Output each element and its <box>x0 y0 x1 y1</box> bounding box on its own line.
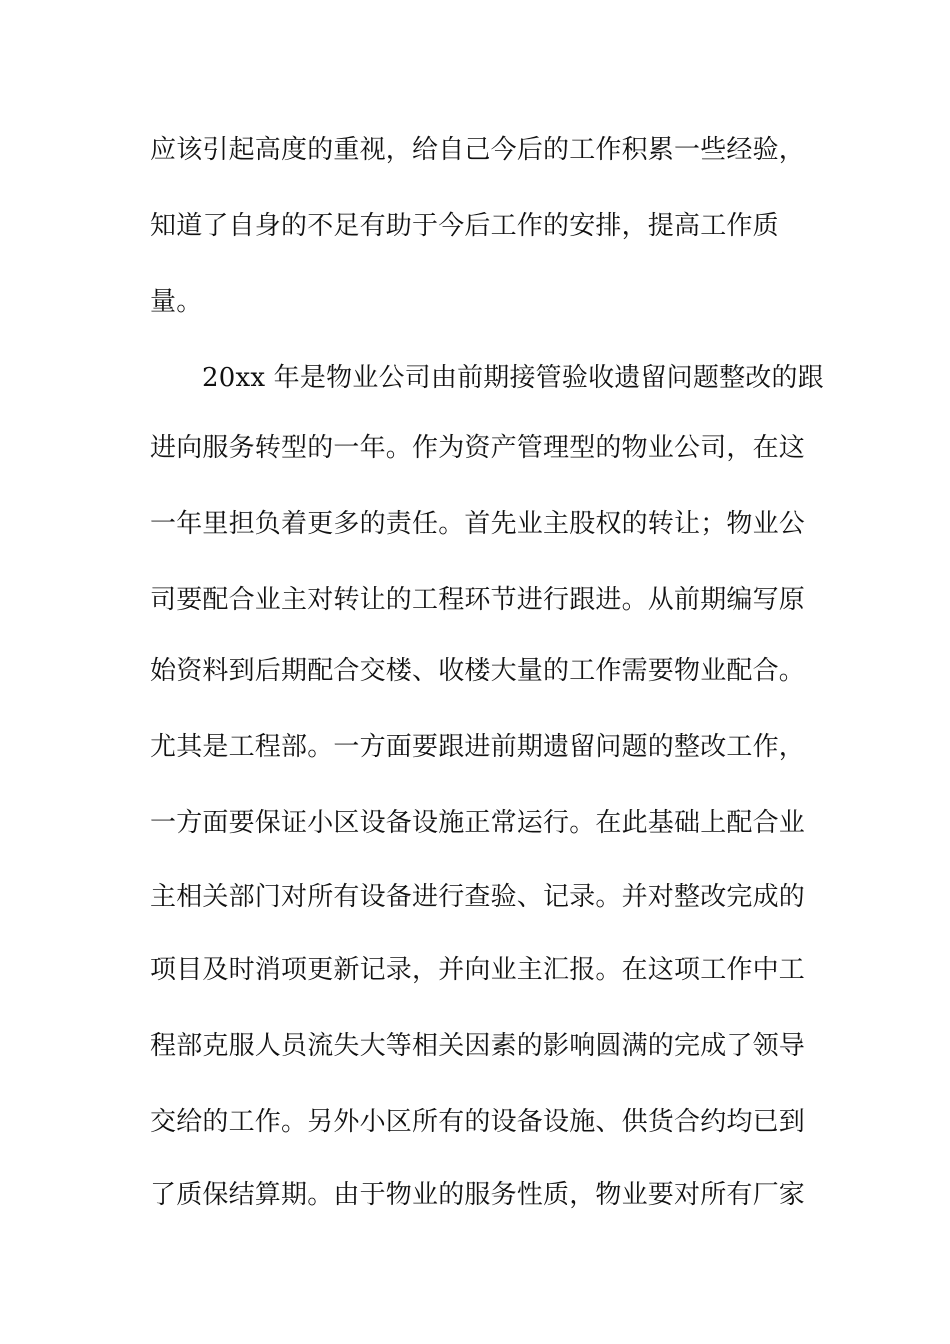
text-line: 进向服务转型的一年。作为资产管理型的物业公司，在这 <box>150 433 806 463</box>
text-line: 了质保结算期。由于物业的服务性质，物业要对所有厂家 <box>150 1180 806 1210</box>
text-line: 应该引起高度的重视，给自己今后的工作积累一些经验， <box>150 135 806 165</box>
text-line: 程部克服人员流失大等相关因素的影响圆满的完成了领导 <box>150 1031 806 1061</box>
text-line: 交给的工作。另外小区所有的设备设施、供货合约均已到 <box>150 1107 806 1137</box>
text-line: 项目及时消项更新记录，并向业主汇报。在这项工作中工 <box>150 955 806 985</box>
text-line: 知道了自身的不足有助于今后工作的安排，提高工作质 <box>150 211 779 241</box>
text-line: 主相关部门对所有设备进行查验、记录。并对整改完成的 <box>150 882 806 912</box>
text-line: 一年里担负着更多的责任。首先业主股权的转让；物业公 <box>150 509 806 539</box>
text-line: 尤其是工程部。一方面要跟进前期遗留问题的整改工作， <box>150 732 806 762</box>
text-line: 始资料到后期配合交楼、收楼大量的工作需要物业配合。 <box>150 656 806 686</box>
text-line: 司要配合业主对转让的工程环节进行跟进。从前期编写原 <box>150 585 806 615</box>
paragraph-first-line: 20xx 年是物业公司由前期接管验收遗留问题整改的跟 <box>202 363 824 393</box>
text-line: 量。 <box>150 287 203 317</box>
text-line: 一方面要保证小区设备设施正常运行。在此基础上配合业 <box>150 808 806 838</box>
